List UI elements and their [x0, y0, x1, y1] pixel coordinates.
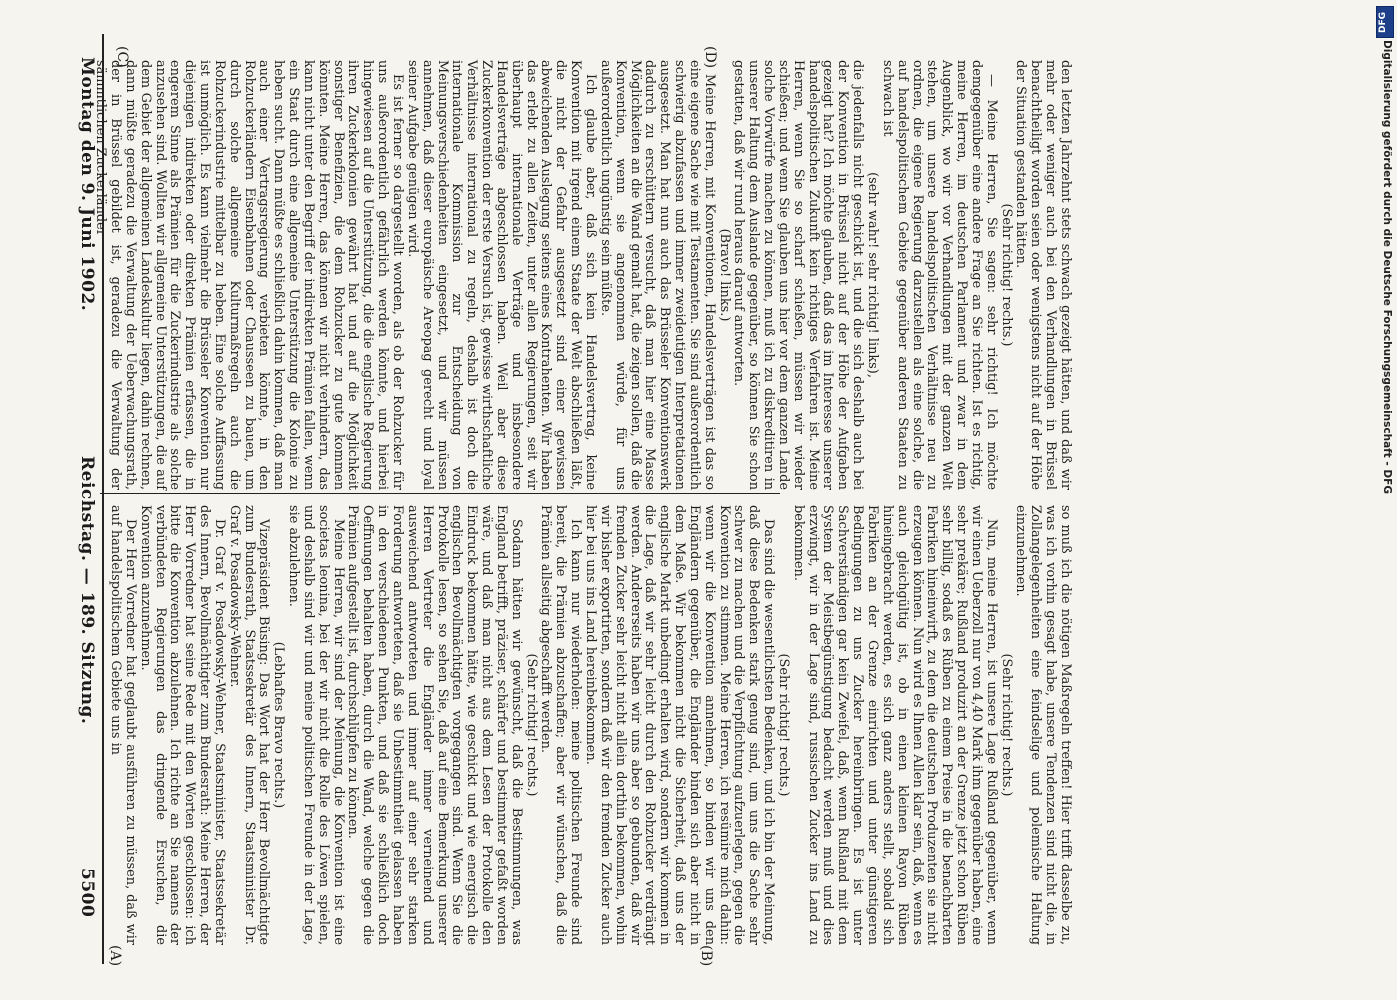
paragraph: Das sind die wesentlichsten Bedenken, und ich bin der Meinung, daß diese Bedenken stark genug sind, um uns die Sache sehr schwer zu machen und die Verpflichtung aufzuerlegen, gegen die Konvention zu stimmen. Meine Herren, ich resümire mich dahin: wenn wir die Konvention annehmen, so binden wir uns den Engländern gegenüber, die Engländer binden sich aber nicht in dem Maße. Wir bekommen nicht die Sicherheit, daß uns der englische Markt unbedingt erhalten wird, sondern wir kommen in die Lage, daß wir sehr leicht durch den Rohzucker verdrängt werden. Andererseits haben wir uns aber so gebunden, daß wir fremden Zucker sehr leicht nicht allein dorthin bekommen, wohin wir bisher exportirten, sondern daß wir den fremden Zucker auch hier bei uns ins Land hereinbekommen.: [583, 505, 777, 945]
margin-marker-b: (B): [698, 945, 714, 967]
paragraph: Es ist ferner so dargestellt worden, als ob der Rohzucker für uns außerordentlich gefährlich werden könnte, und hierbei hingewiesen auf die Unterstützung, die die englische Regierung ihren Zuckerkolonien gewährt hat und auf die Möglichkeit sonstiger Benefizien, die dem Rohzucker zu gute kommen könnten. Meine Herren, das können wir nicht verhindern, das kann nicht unter den Begriff der indirekten Prämien fallen, wenn ein Staat durch eine allgemeine Unterstützung die Kolonie zu heben sucht. Dann müßte es schließlich dahin kommen, daß man auch einer Vertragsregierung verbieten könnte, in den Rohzuckerländern Eisenbahnen oder Chausseen zu bauen, um durch solche allgemeine Kulturmaßregeln auch die Rohzuckerindustrie mittelbar zu heben. Eine solche Auffassung ist unmöglich. Es kann vielmehr die Brüsseler Konvention nur diejenigen indirekten oder direkten Prämien erfassen, die in engerem Sinne als Prämien für die Zuckerindustrie als solche anzusehen sind. Wollten wir allgemeine Unterstützungen, die auf dem Gebiet der allgemeinen Landeskultur liegen, dahin rechnen, dann müßte geradezu die Verwaltung der Ueberwachungsrath, der in Brüssel gebildet ist, geradezu die Verwaltung der sämmtlichen Zuckerländer: [93, 60, 406, 490]
paragraph: Nun, meine Herren, ist unsere Lage Rußland gegenüber, wenn wir einen Ueberzoll nur von 4,40 Mark ihm gegenüber haben, eine sehr prekäre; Rußland produzirt an der Grenze jetzt schon Rüben sehr billig, sodaß es Rüben zu einem Preise in die benachbarten Fabriken hineinwirft, zu dem die deutschen Produzenten sie nicht erzeugen können. Nun wird es Ihnen Allen klar sein, daß, wenn es auch gleichgültig ist, ob in einen kleinen Rayon Rüben hineingebracht werden, es sich ganz anders stellt, sobald sich Fabriken an der Grenze einrichten und unter günstigeren Bedingungen zu uns Zucker hereinbringen. Es ist unter Sachverständigen gar kein Zweifel, daß, wenn Rußland mit dem System der Meistbegünstigung bedacht werden muß und dies erzwingt, wir in der Lage sind, russischen Zucker ins Land zu bekommen.: [790, 505, 999, 945]
text-column-left: [108, 505, 1073, 945]
paragraph: den letzten Jahrzehnt stets schwach gezeigt hätten, und daß wir mehr oder weniger auch bei den Verhandlungen in Brüssel benachtheiligt worden seien oder wenigstens nicht auf der Höhe der Situation gestanden hätten.: [1013, 60, 1073, 490]
dfg-logo: [1376, 6, 1394, 38]
paragraph: (Lebhaftes Bravo rechts.): [271, 641, 287, 809]
paragraph: (Sehr richtig! rechts.): [523, 653, 539, 797]
page-number: 5500: [77, 868, 97, 918]
paragraph: Sodann hätten wir gewünscht, daß die Bestimmungen, was England betrifft, präziser, schärfer und bestimmter gefaßt worden wäre, und daß man nicht aus dem Lesen der Protokolle den Eindruck bekommen hätte, wie geschickt und wie energisch die englischen Bevollmächtigten vorgegangen sind. Wenn Sie die Protokolle lesen, so sehen Sie, daß auf eine Bemerkung unserer Herren Vertreter die Engländer immer verneinend und ausweichend antworteten und immer auf einer sehr starken Forderung antworteten, daß sie Unbestimmtheit gelassen haben in den verschiedenen Punkten, und daß sie schließlich doch Oeffnungen behalten haben, durch die Wand, welche gegen die Prämien aufgestellt ist, durchschlüpfen zu können.: [345, 505, 524, 945]
margin-marker-c: (C): [114, 46, 130, 68]
right-running-title: Montag den 9. Juni 1902.: [77, 57, 97, 312]
text-column-right: [93, 60, 1073, 490]
paragraph: (Sehr richtig! rechts.): [775, 653, 791, 797]
paragraph: (Sehr richtig! rechts.): [998, 653, 1014, 797]
paragraph: Der Herr Vorredner hat geglaubt ausführen zu müssen, daß wir auf handelspolitischem Gebiete uns in: [108, 505, 138, 945]
paragraph: Dr. Graf v. Posadowsky-Wehner, Staatsminister, Staatssekretär des Innern, Bevollmächtigter zum Bundesrath: Meine Herren, der Herr Vorredner hat seine Rede mit den Worten geschlossen: ich bitte die Konvention abzulehnen. Ich richte an Sie namens der verbündeten Regierungen das dringende Ersuchen, die Konvention anzunehmen.: [137, 505, 227, 945]
margin-marker-a: (A): [107, 945, 123, 967]
paragraph: (Bravo! links.): [716, 228, 732, 322]
paragraph: Meine Herren, wir sind der Meinung, die Konvention ist eine societas leonina, bei der wir nicht die Rolle des Löwen spielen, und deshalb sind wir und meine politischen Freunde in der Lage, sie abzulehnen.: [286, 505, 346, 945]
paragraph: (Sehr richtig! rechts.): [998, 203, 1014, 347]
paragraph: Ich kann nur wiederholen: meine politischen Freunde sind bereit, die Prämien abzuschaffen; aber wir wünschen, daß die Prämien allseitig abgeschafft werden.: [538, 505, 584, 945]
digitization-note: Digitalisierung gefördert durch die Deutsche Forschungsgemeinschaft - DFG: [1381, 40, 1393, 494]
paragraph: die jedenfalls nicht geschickt ist, und die sich deshalb auch bei der Konvention in Brüssel nicht auf der Höhe der Aufgaben gezeigt hat? Ich möchte glauben, daß das im Interesse unserer handelspolitischen Zukunft kein richtiges Verfahren ist. Meine Herren, wenn Sie so scharf schießen, müssen wir wieder schießen; und wenn Sie glauben uns hier vor dem ganzen Lande solche Vorwürfe machen zu können, muß ich zu diskreditiren in unserer Haltung dem Auslande gegenüber, so können Sie schon gestatten, daß wir rund heraus darauf antworten.: [731, 60, 866, 490]
paragraph: — Meine Herren, Sie sagen: sehr richtig! Ich möchte demgegenüber eine andere Frage an Sie richten. Ist es richtig, meine Herren, im deutschen Parlament und zwar in dem Augenblick, wo wir vor Verhandlungen mit der ganzen Welt stehen, um unsere handelspolitischen Verhältnisse neu zu ordnen, die eigene Regierung darzustellen als eine solche, die auf handelspolitischem Gebiete gegenüber anderen Staaten zu schwach ist: [879, 60, 999, 490]
dfg-logo-text: DFG: [1378, 11, 1388, 33]
left-running-title: Reichstag. — 189. Sitzung.: [77, 456, 97, 725]
margin-marker-d: (D): [702, 46, 718, 69]
paragraph: Vizepräsident Büsing: Das Wort hat der Herr Bevollmächtigte zum Bundesrath, Staatssekretär des Innern, Staatsminister Dr. Graf v. Posadowsky-Wehner.: [226, 505, 272, 945]
column-separator: [100, 493, 780, 494]
paragraph: so muß ich die nötigen Maßregeln treffen! Hier trifft dasselbe zu, was ich vorhin gesagt habe, unsere Tendenzen sind nicht die, in Zollangelegenheiten eine feindselige und polemische Haltung einzunehmen.: [1013, 505, 1073, 945]
paragraph: Meine Herren, mit Konventionen, Handelsverträgen ist das so eine eigene Sache wie mit Testamenten. Sie sind außerordentlich schwierig abzufassen und immer zweideutigen Interpretationen ausgesetzt. Man hat nun auch das Brüsseler Konventionswerk dadurch zu erschüttern versucht, daß man hier eine Masse Möglichkeiten an die Wand gemalt hat, die zeigen sollen, daß die Konvention, wenn sie angenommen würde, für uns außerordentlich ungünstig sein müßte.: [597, 60, 717, 490]
paragraph: (sehr wahr! sehr richtig! links),: [865, 172, 881, 378]
paragraph: Ich glaube aber, daß sich kein Handelsvertrag, keine Konvention mit irgend einem Staate der Welt abschließen läßt, die nicht der Gefahr ausgesetzt sind einer gewissen abweichenden Auslegung seitens eines Kontrahenten. Wir haben das erlebt zu allen Zeiten, unter allen Regierungen, seit wir überhaupt internationale Verträge und insbesondere Handelsverträge abgeschlossen haben. Weil aber diese Zuckerkonvention der erste Versuch ist, gewisse wirthschaftliche Verhältnisse international zu regeln, deshalb ist doch die internationale Kommission zur Entscheidung von Meinungsverschiedenheiten eingesetzt, und wir müssen annehmen, daß dieser europäische Areopag gerecht und loyal seiner Aufgabe genügen wird.: [404, 60, 598, 490]
